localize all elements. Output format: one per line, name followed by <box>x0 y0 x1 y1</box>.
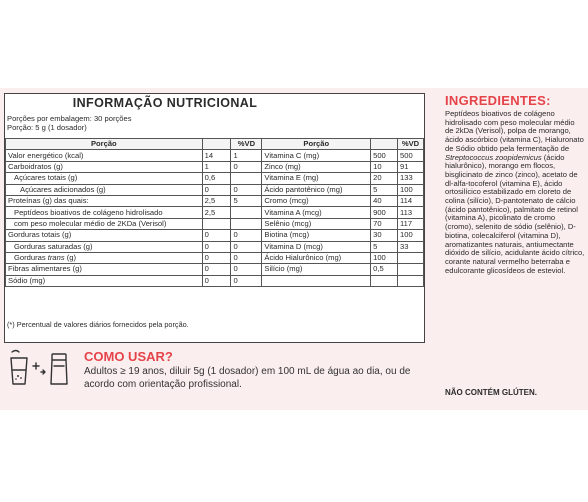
micronutrient-amount: 900 <box>371 207 398 218</box>
nutrient-vd: 0 <box>231 275 262 286</box>
nutrient-label: Peptídeos bioativos de colágeno hidrolisado <box>6 207 203 218</box>
micronutrient-vd: 100 <box>398 184 424 195</box>
nutrient-label: Carboidratos (g) <box>6 161 203 172</box>
micronutrient-amount: 20 <box>371 173 398 184</box>
header-vd-left: %VD <box>231 139 262 150</box>
nutrition-table <box>5 138 424 287</box>
ingredients-title: INGREDIENTES: <box>445 93 551 108</box>
micronutrient-vd <box>398 275 424 286</box>
ingredients-text: Peptídeos bioativos de colágeno hidrolisado com peso molecular médio de 2kDa (Verisol), polpa de morango, ácido ascórbico (vitamina C), Hialuronato de Sódio obtido pela fermentação de Streptococcus zoopidemicus (ácido hialurônico), morango em flocos, bisglicinato de zinco (zinco), acetato de dl-alfa-tocoferol (vitamina E), ácido ortosilícico estabilizado em cloreto de colina (silício), D-pantotenato de cálcio (ácido pantotênico), palmitato de retinol (vitamina A), picolinato de cromo (cromo), selenito de sódio (selênio), D-biotina, colecalciferol (vitamina D), aromatizantes naturais, antiumectante dióxido de silício, acidulante ácido cítrico, corante natural vermelho beterraba e edulcorante glicosídeos de esteviol. <box>445 109 585 275</box>
nutrient-amount: 0 <box>202 241 231 252</box>
micronutrient-amount: 500 <box>371 150 398 161</box>
nutrient-amount <box>202 218 231 229</box>
nutrient-vd: 0 <box>231 264 262 275</box>
table-row <box>6 195 424 206</box>
nutrient-vd <box>231 173 262 184</box>
mix-and-shake-icon <box>7 348 73 388</box>
micronutrient-amount: 10 <box>371 161 398 172</box>
nutrient-vd: 0 <box>231 241 262 252</box>
micronutrient-label: Vitamina E (mg) <box>262 173 371 184</box>
nutrient-label: Gorduras trans (g) <box>6 252 203 263</box>
nutrition-facts-panel <box>4 93 425 343</box>
micronutrient-label: Vitamina C (mg) <box>262 150 371 161</box>
header-portion-left: Porção <box>6 139 203 150</box>
micronutrient-amount: 70 <box>371 218 398 229</box>
micronutrient-label: Ácido pantotênico (mg) <box>262 184 371 195</box>
nutrient-amount: 2,5 <box>202 207 231 218</box>
micronutrient-label: Selênio (mcg) <box>262 218 371 229</box>
micronutrient-label: Vitamina D (mcg) <box>262 241 371 252</box>
nutrient-label: com peso molecular médio de 2KDa (Verisol) <box>6 218 203 229</box>
micronutrient-amount: 30 <box>371 230 398 241</box>
micronutrient-vd: 33 <box>398 241 424 252</box>
micronutrient-label: Zinco (mg) <box>262 161 371 172</box>
nutrient-vd: 0 <box>231 184 262 195</box>
table-row <box>6 173 424 184</box>
nutrient-amount: 0 <box>202 252 231 263</box>
micronutrient-vd: 113 <box>398 207 424 218</box>
micronutrient-vd: 91 <box>398 161 424 172</box>
micronutrient-label: Vitamina A (mcg) <box>262 207 371 218</box>
nutrient-amount: 0 <box>202 275 231 286</box>
micronutrient-vd: 117 <box>398 218 424 229</box>
nutrient-label: Proteínas (g) das quais: <box>6 195 203 206</box>
micronutrient-label <box>262 275 371 286</box>
header-portion-right: Porção <box>262 139 371 150</box>
micronutrient-amount: 0,5 <box>371 264 398 275</box>
table-row <box>6 264 424 275</box>
nutrient-label: Fibras alimentares (g) <box>6 264 203 275</box>
header-vd-right: %VD <box>398 139 424 150</box>
table-row <box>6 275 424 286</box>
micronutrient-label: Silício (mg) <box>262 264 371 275</box>
micronutrient-amount: 100 <box>371 252 398 263</box>
nutrient-amount: 0,6 <box>202 173 231 184</box>
micronutrient-vd: 500 <box>398 150 424 161</box>
nutrient-vd <box>231 207 262 218</box>
table-row <box>6 252 424 263</box>
micronutrient-amount: 40 <box>371 195 398 206</box>
table-row <box>6 218 424 229</box>
footnote: (*) Percentual de valores diários fornecidos pela porção. <box>7 320 189 329</box>
nutrient-vd <box>231 218 262 229</box>
nutrient-label: Gorduras saturadas (g) <box>6 241 203 252</box>
nutrient-vd: 5 <box>231 195 262 206</box>
micronutrient-label: Ácido Hialurônico (mg) <box>262 252 371 263</box>
table-row <box>6 207 424 218</box>
nutrient-vd: 0 <box>231 230 262 241</box>
nutrient-label: Açúcares totais (g) <box>6 173 203 184</box>
micronutrient-amount <box>371 275 398 286</box>
micronutrient-vd <box>398 264 424 275</box>
table-row <box>6 161 424 172</box>
how-to-use-text: Adultos ≥ 19 anos, diluir 5g (1 dosador) em 100 mL de água ao dia, ou de acordo com orientação profissional. <box>84 366 411 390</box>
nutrient-label: Gorduras totais (g) <box>6 230 203 241</box>
nutrient-label: Sódio (mg) <box>6 275 203 286</box>
nutrient-vd: 1 <box>231 150 262 161</box>
nutrient-amount: 2,5 <box>202 195 231 206</box>
micronutrient-vd: 133 <box>398 173 424 184</box>
micronutrient-vd: 114 <box>398 195 424 206</box>
table-row <box>6 241 424 252</box>
micronutrient-vd <box>398 252 424 263</box>
micronutrient-amount: 5 <box>371 241 398 252</box>
table-row <box>6 230 424 241</box>
nutrient-amount: 1 <box>202 161 231 172</box>
nutrient-vd: 0 <box>231 252 262 263</box>
micronutrient-label: Biotina (mcg) <box>262 230 371 241</box>
nutrient-vd: 0 <box>231 161 262 172</box>
nutrient-amount: 0 <box>202 230 231 241</box>
servings-per-package: Porções por embalagem: 30 porções <box>7 114 132 123</box>
serving-size: Porção: 5 g (1 dosador) <box>7 123 87 132</box>
micronutrient-vd: 100 <box>398 230 424 241</box>
micronutrient-label: Cromo (mcg) <box>262 195 371 206</box>
nutrient-label: Valor energético (kcal) <box>6 150 203 161</box>
micronutrient-amount: 5 <box>371 184 398 195</box>
table-row <box>6 184 424 195</box>
how-to-use-title: COMO USAR? <box>84 349 173 364</box>
nutrient-amount: 0 <box>202 264 231 275</box>
table-row <box>6 150 424 161</box>
table-header-row <box>6 139 424 150</box>
nutrient-amount: 0 <box>202 184 231 195</box>
nutrient-label: Açúcares adicionados (g) <box>6 184 203 195</box>
nutrition-title: INFORMAÇÃO NUTRICIONAL <box>72 96 258 110</box>
nutrient-amount: 14 <box>202 150 231 161</box>
gluten-free-notice: NÃO CONTÉM GLÚTEN. <box>445 388 537 397</box>
